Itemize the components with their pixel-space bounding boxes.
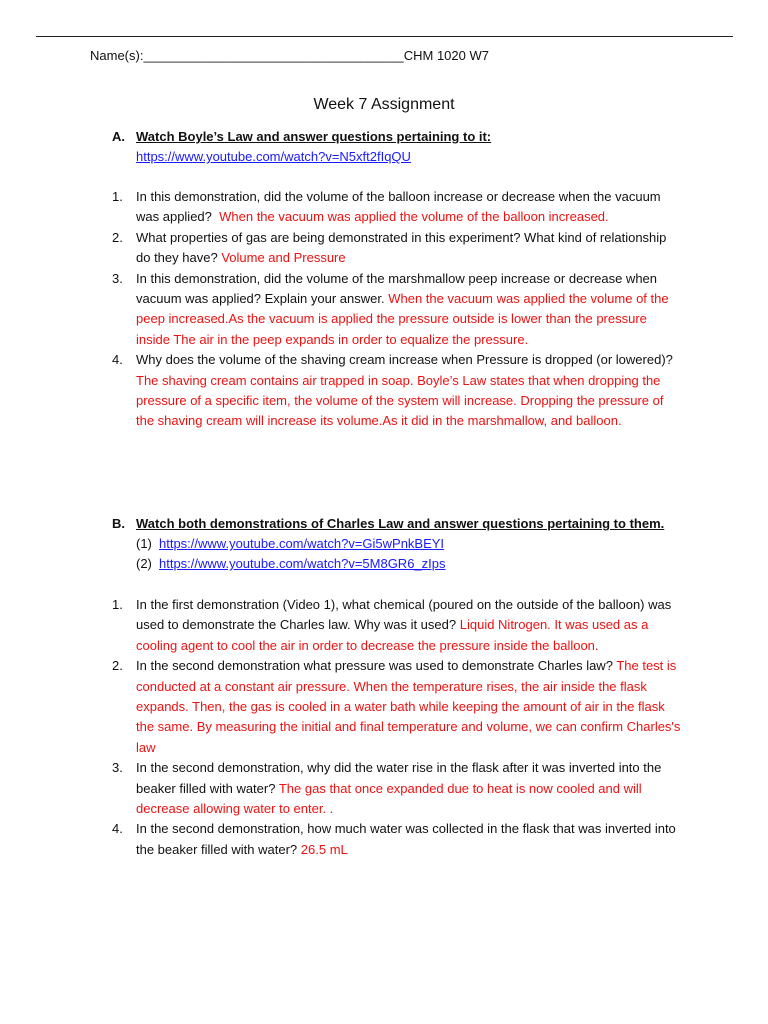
- answer-text: The gas that once expanded due to heat is now cooled and will decrease allowing water to enter. .: [136, 780, 642, 817]
- question-number: 1.: [112, 189, 123, 204]
- question-number: 4.: [112, 352, 123, 368]
- answer-text: The test is conducted at a constant air pressure. When the temperature rises, the air inside the flask expands. Then, the gas is cooled in a water bath while keeping the amount of air in the flask the same. By measuring the initial and final temperature and volume, we can confirm Charles's law: [136, 658, 681, 755]
- section-title: Watch both demonstrations of Charles Law and answer questions pertaining to them.: [136, 516, 665, 531]
- section-b-heading: [112, 514, 682, 534]
- boyles-law-video-link[interactable]: https://www.youtube.com/watch?v=N5xft2fIqQU: [136, 149, 411, 164]
- section-letter: B.: [112, 516, 125, 531]
- question-text: In the second demonstration, how much water was collected in the flask that was inverted into the beaker filled with water?: [136, 821, 676, 857]
- question-number: 3.: [112, 760, 123, 776]
- top-rule: [36, 36, 733, 37]
- list-item: [112, 350, 682, 432]
- video-link-row: [112, 534, 682, 554]
- list-item: [112, 819, 682, 860]
- answer-text: Liquid Nitrogen. It was used as a cooling agent to cool the air in order to decrease the pressure inside the balloon.: [136, 617, 649, 653]
- answer-text: Volume and Pressure: [221, 250, 346, 266]
- section-a-questions: [112, 187, 682, 432]
- list-item: [112, 228, 682, 269]
- question-number: 3.: [112, 270, 123, 286]
- question-number: 2.: [112, 658, 123, 674]
- question-text: What properties of gas are being demonstrated in this experiment? What kind of relationship do they have?: [136, 229, 667, 266]
- section-a-heading: [112, 127, 682, 147]
- question-text: In the second demonstration, why did the water rise in the flask after it was inverted into the beaker filled with water?: [136, 760, 662, 796]
- video-link-row: [112, 147, 682, 167]
- question-number: 2.: [112, 229, 123, 245]
- section-title: Watch Boyle’s Law and answer questions pertaining to it:: [136, 129, 492, 144]
- link-number: (2): [136, 556, 152, 571]
- course-code: CHM 1020 W7: [403, 48, 489, 63]
- list-item: [112, 758, 682, 819]
- list-item: [112, 595, 682, 656]
- section-letter: A.: [112, 129, 125, 144]
- answer-text: When the vacuum was applied the volume of the balloon increased.: [219, 209, 609, 225]
- link-number: (1): [136, 536, 152, 551]
- charles-law-video-1-link[interactable]: https://www.youtube.com/watch?v=Gi5wPnkBEYI: [159, 536, 445, 551]
- question-text: In this demonstration, did the volume of the balloon increase or decrease when the vacuum was applied?: [136, 189, 661, 225]
- section-b-questions: [112, 595, 682, 860]
- question-number: 4.: [112, 821, 123, 837]
- name-label: Name(s):____________________________________: [90, 48, 404, 63]
- page-header: [90, 48, 489, 64]
- answer-text: When the vacuum was applied the volume of the peep increased.As the vacuum is applied the pressure outside is lower than the pressure inside The air in the peep expands in order to equalize the pressure.: [136, 291, 669, 347]
- section-b: [112, 514, 682, 574]
- question-number: 1.: [112, 597, 123, 612]
- question-text: In the second demonstration what pressure was used to demonstrate Charles law?: [136, 658, 613, 674]
- page-title: Week 7 Assignment: [313, 96, 455, 113]
- list-item: [112, 656, 682, 758]
- section-a: [112, 127, 682, 167]
- charles-law-video-2-link[interactable]: https://www.youtube.com/watch?v=5M8GR6_zIps: [159, 556, 446, 571]
- list-item: [112, 269, 682, 351]
- question-text: In this demonstration, did the volume of the marshmallow peep increase or decrease when vacuum was applied? Explain your answer.: [136, 270, 658, 307]
- list-item: [112, 187, 682, 228]
- answer-text: The shaving cream contains air trapped in soap. Boyle’s Law states that when dropping the pressure of a specific item, the volume of the system will increase. Dropping the pressure of the shaving cream will increase its volume.As it did in the marshmallow, and balloon.: [136, 372, 664, 429]
- video-link-row: [112, 554, 682, 574]
- answer-text: 26.5 mL: [300, 841, 348, 857]
- question-text: In the first demonstration (Video 1), what chemical (poured on the outside of the balloon) was used to demonstrate the Charles law. Why was it used?: [136, 597, 672, 633]
- question-text: Why does the volume of the shaving cream increase when Pressure is dropped (or lowered)?: [136, 352, 673, 368]
